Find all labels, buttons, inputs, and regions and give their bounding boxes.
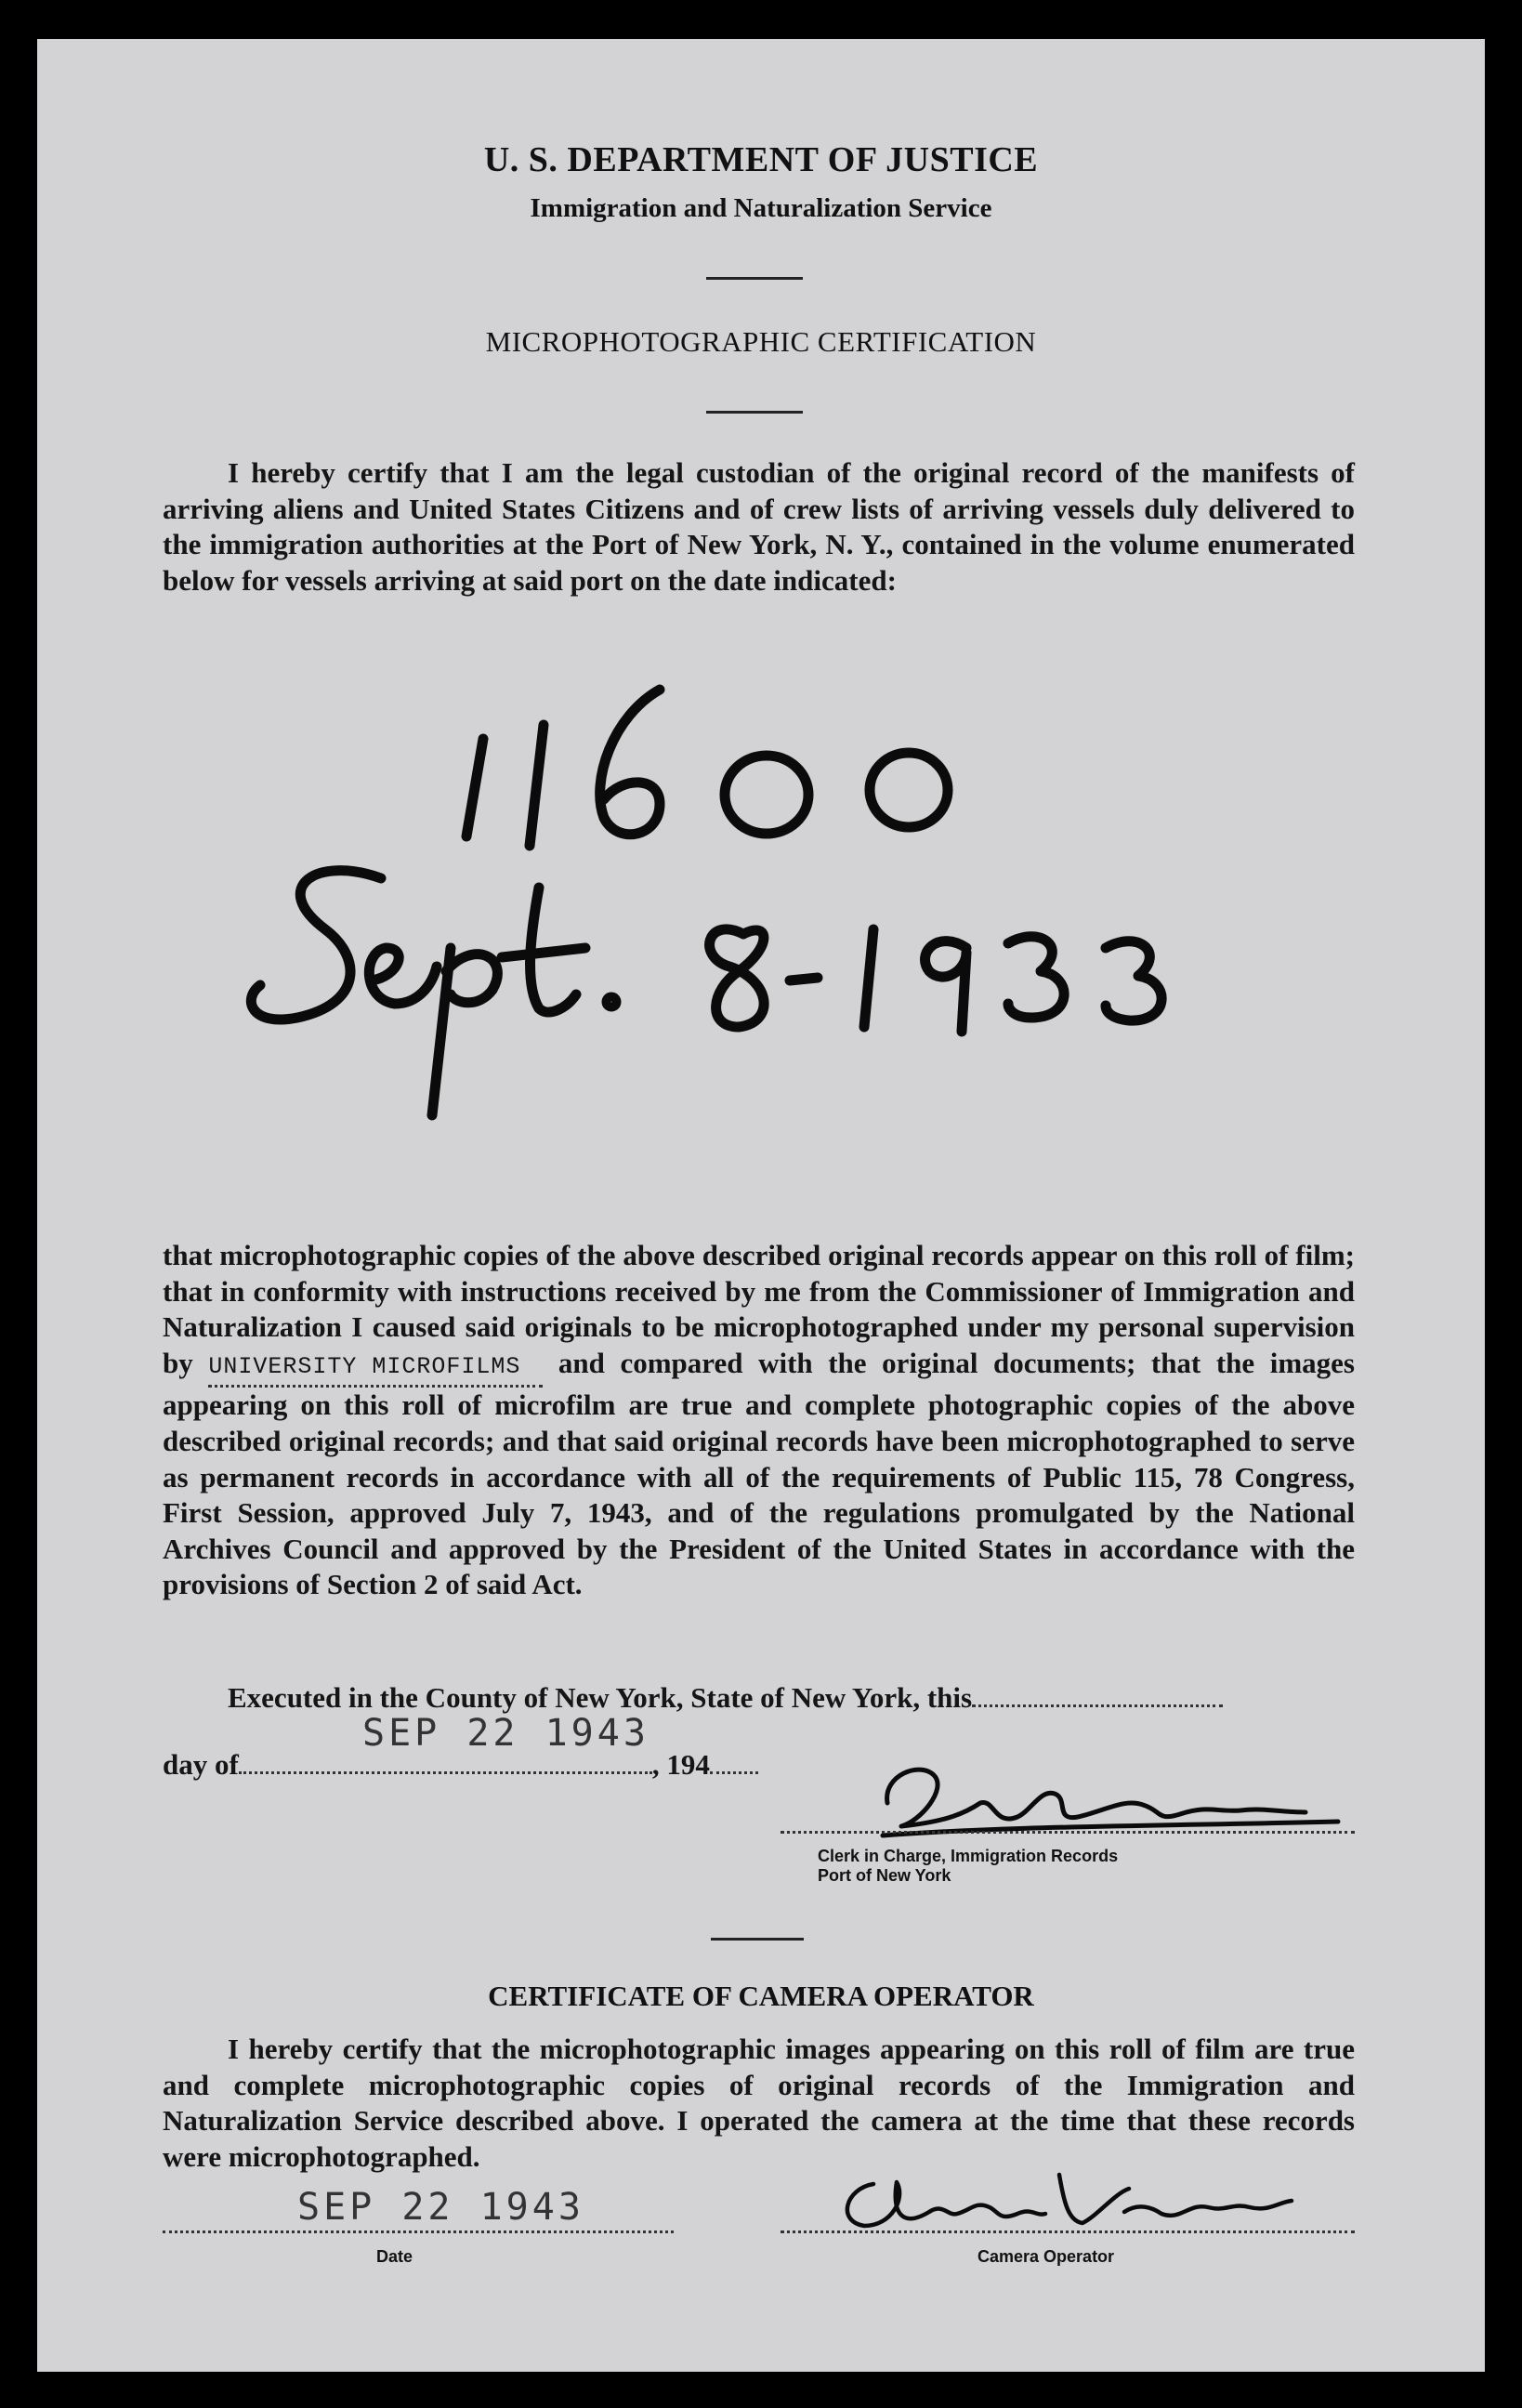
clerk-title-line2: Port of New York [818,1866,951,1885]
day-of-label: day of [163,1748,239,1781]
certification-title: MICROPHOTOGRAPHIC CERTIFICATION [485,325,1037,358]
day-of-field [239,1771,652,1774]
date-label: Date [376,2247,413,2266]
divider-bottom [711,1938,804,1941]
year-suffix: , 194 [651,1748,710,1781]
document-page [37,39,1485,2372]
camera-operator-signature [818,2156,1301,2240]
certification-paragraph [163,1238,1355,1603]
handwritten-volume-date [223,651,1338,1134]
service-subheading: Immigration and Naturalization Service [530,193,992,223]
day-of-line [163,1747,906,1783]
date-line [163,2230,674,2233]
executed-text: Executed in the County of New York, State of New York, this [228,1681,973,1714]
photographer-name: UNIVERSITY MICROFILMS [208,1352,521,1380]
year-field [710,1771,758,1774]
department-heading: U. S. DEPARTMENT OF JUSTICE [483,140,1039,179]
operator-date-stamp: SEP 22 1943 [297,2186,584,2229]
photographer-field [208,1346,543,1388]
executed-day-field [972,1704,1223,1707]
executed-date-stamp: SEP 22 1943 [362,1712,649,1755]
divider-second [706,411,803,414]
camera-operator-label: Camera Operator [977,2247,1115,2266]
clerk-signature [818,1747,1347,1849]
clerk-signature-line [781,1831,1355,1834]
camera-operator-heading: CERTIFICATE OF CAMERA OPERATOR [488,1980,1034,2012]
camera-operator-statement: I hereby certify that the microphotographic images appearing on this roll of film are true and complete microphotographic copies of original records of the Immigration and Naturalization Service described above. I operated the camera at the time that these records were microphotographed. [163,2033,1355,2173]
certification-text-after: and compared with the original documents; that the images appearing on this roll of microfilm are true and complete photographic copies of the above described original records; and that said original records have been microphotographed to serve as permanent records in accordance with all of the requirements of Public 115, 78 Congress, First Session, approved July 7, 1943, and of the regulations promulgated by the National Archives Council and approved by the President of the United States in accordance with the provisions of Section 2 of said Act. [163,1346,1355,1601]
executed-line [163,1680,1355,1717]
clerk-title-line1: Clerk in Charge, Immigration Records [818,1847,1119,1865]
divider-top [706,277,803,280]
custodian-statement: I hereby certify that I am the legal custodian of the original record of the manifests of arriving aliens and United States Citizens and of crew lists of arriving vessels duly delivered to the immigration authorities at the Port of New York, N. Y., contained in the volume enumerated below for vessels arriving at said port on the date indicated: [163,456,1355,597]
camera-operator-line [781,2230,1355,2233]
certification-text-before: that microphotographic copies of the above described original records appear on this roll of film; that in conformity with instructions received by me from the Commissioner of Immigration and Naturalization I caused said originals to be microphotographed under my personal supervision by [163,1239,1355,1379]
